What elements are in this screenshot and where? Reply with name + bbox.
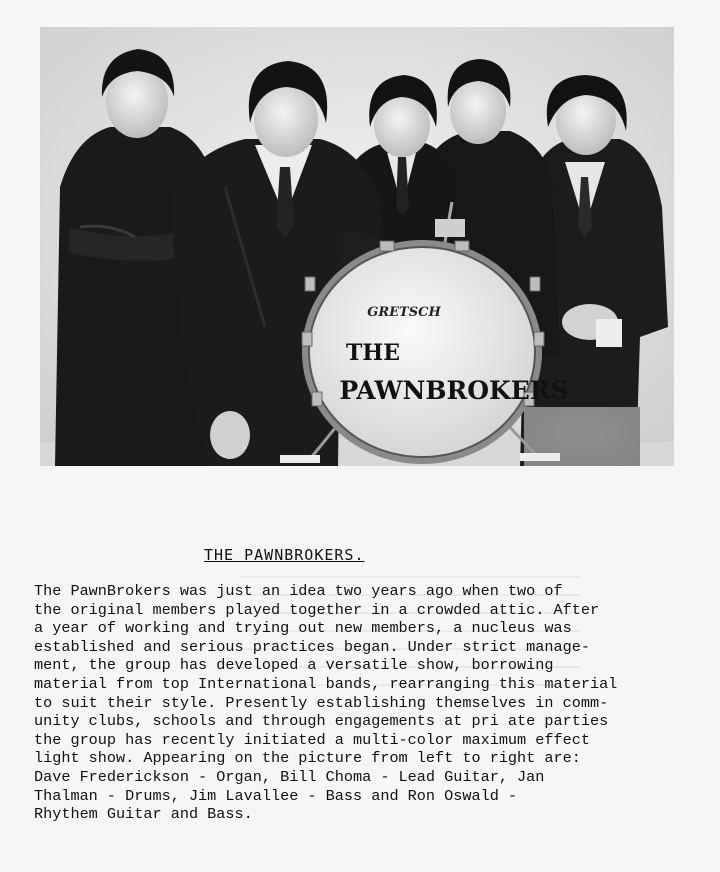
article-line: light show. Appearing on the picture from left to right are: <box>34 749 581 768</box>
drum-logo-line1: THE <box>346 340 400 366</box>
article-line: established and serious practices began. Under strict manage- <box>34 637 590 656</box>
article-title: THE PAWNBROKERS. <box>204 546 365 564</box>
article-line: The PawnBrokers was just an idea two years ago when two of <box>34 582 563 600</box>
drum-brand-label: GRETSCH <box>367 305 441 320</box>
drum-logo-line2: PAWNBROKERS <box>339 376 569 405</box>
article-line: the original members played together in a crowded attic. After <box>34 600 600 619</box>
article-line: the group has recently initiated a multi-color maximum effect <box>34 730 590 749</box>
article-line: Dave Frederickson - Organ, Bill Choma - Lead Guitar, Jan <box>34 767 545 786</box>
article-line: ment, the group has developed a versatile show, borrowing <box>34 656 554 675</box>
article-line: material from top International bands, rearranging this material <box>34 674 618 693</box>
article-line: a year of working and trying out new members, a nucleus was <box>34 619 572 638</box>
article-line: unity clubs, schools and through engagements at pri ate parties <box>34 712 609 731</box>
article-line: to suit their style. Presently establishing themselves in comm- <box>34 693 609 712</box>
band-photo-illustration <box>40 27 674 466</box>
band-photo <box>40 27 674 466</box>
article-body <box>34 582 706 824</box>
article-line: Rhythem Guitar and Bass. <box>34 805 253 824</box>
article-line: Thalman - Drums, Jim Lavallee - Bass and Ron Oswald - <box>34 786 518 805</box>
